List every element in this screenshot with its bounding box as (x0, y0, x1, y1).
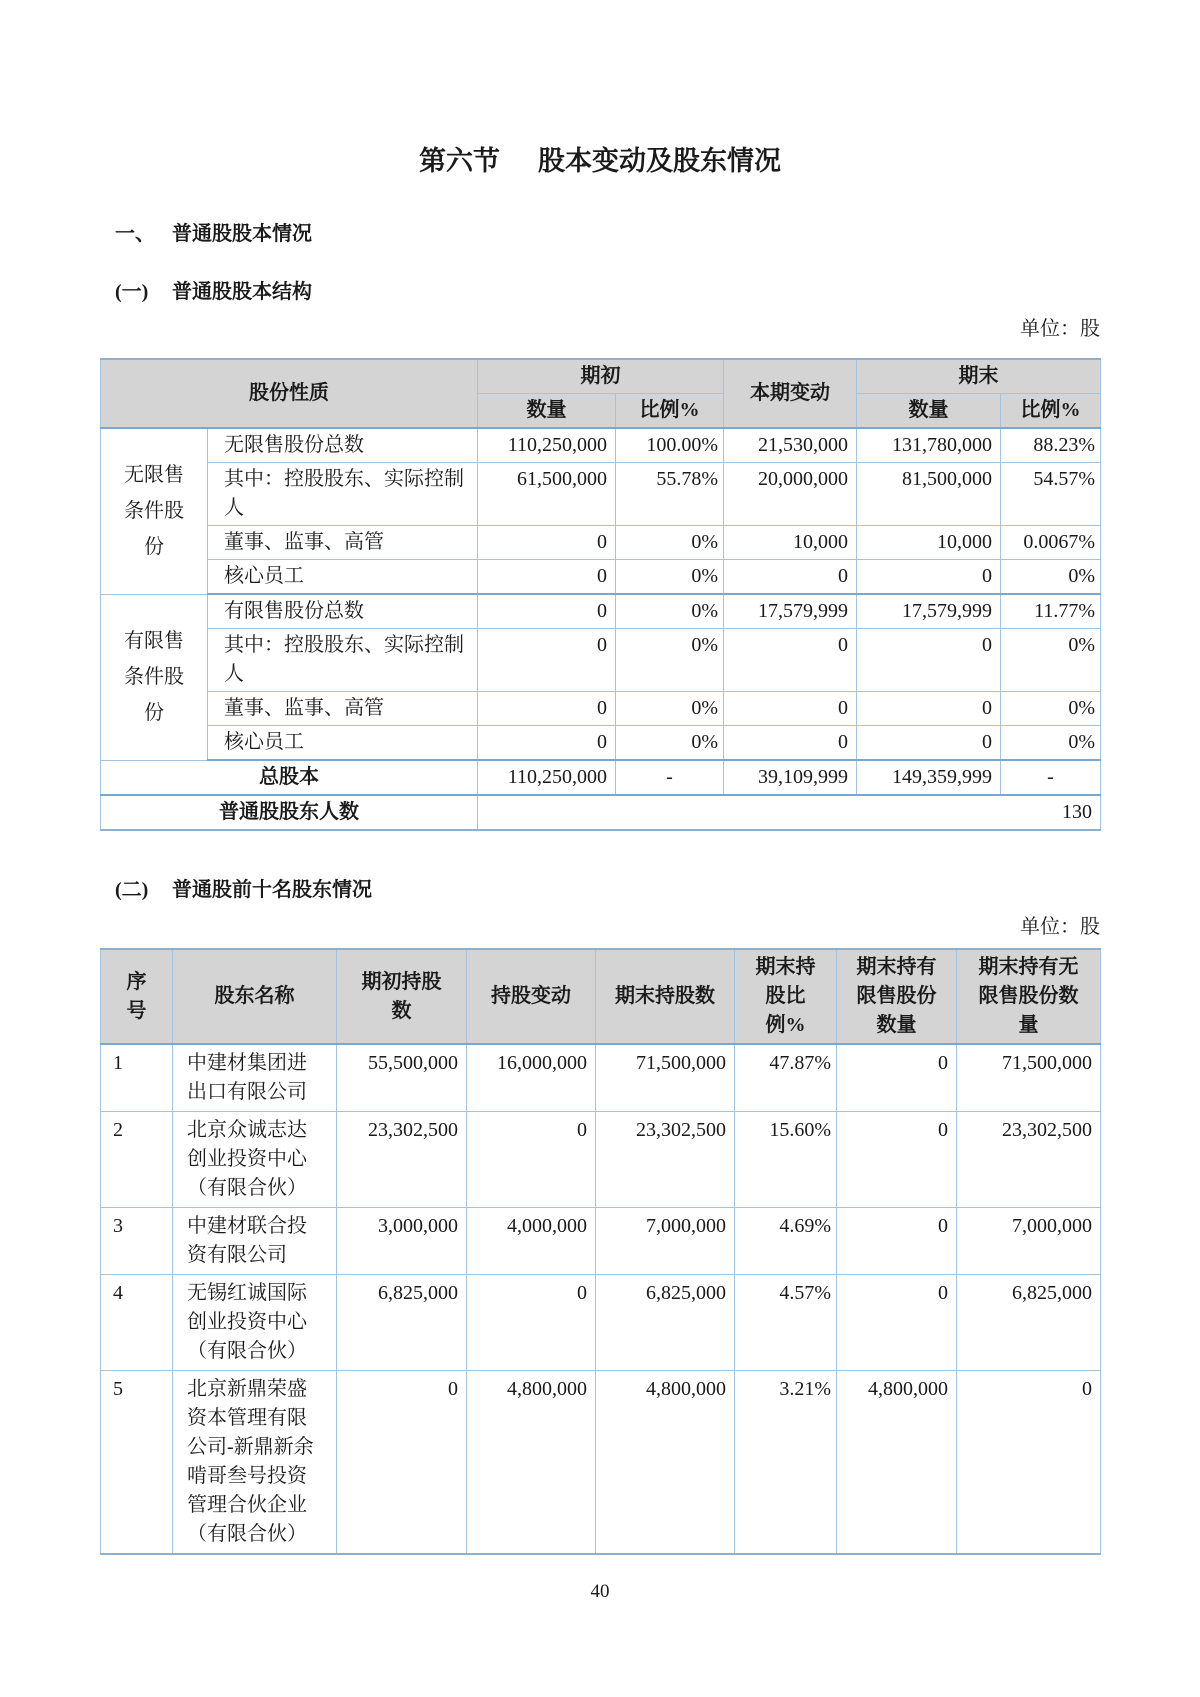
header-cell-qty: 数量 (478, 394, 616, 429)
header-cell-no: 序号 (101, 949, 173, 1044)
header-cell-shareholder-name: 股东名称 (173, 949, 337, 1044)
cell-final-pct: 88.23% (1001, 428, 1101, 463)
cell-final-qty: 17,579,999 (857, 594, 1001, 629)
header-cell-unrestricted-shares: 期末持有无限售股份数量 (957, 949, 1101, 1044)
cell-no: 3 (101, 1208, 173, 1275)
cell-no: 4 (101, 1275, 173, 1371)
table-row (101, 560, 1101, 595)
cell-final-qty: 10,000 (857, 526, 1001, 560)
unit-label: 单位：股 (1020, 916, 1100, 938)
cell-final-pct: 0% (1001, 560, 1101, 595)
cell-initial-qty: 61,500,000 (478, 463, 616, 526)
cell-final-qty: 0 (857, 560, 1001, 595)
cell-no: 1 (101, 1044, 173, 1112)
cell-change: 20,000,000 (724, 463, 857, 526)
header-cell-initial-holding: 期初持股数 (337, 949, 467, 1044)
cell-final-pct: 0.0067% (1001, 526, 1101, 560)
section-number: 一、 (115, 223, 155, 245)
subsection-heading-share-structure (100, 278, 1100, 307)
cell-final-pct: 15.60% (735, 1112, 837, 1208)
cell-initial-qty: 0 (478, 560, 616, 595)
table-header-row (101, 949, 1101, 1044)
table-row (101, 629, 1101, 692)
cell-change: 21,530,000 (724, 428, 857, 463)
cell-final-qty: 149,359,999 (857, 760, 1001, 795)
table-row (101, 692, 1101, 726)
cell-initial-pct: 55.78% (616, 463, 724, 526)
cell-final-pct: 11.77% (1001, 594, 1101, 629)
cell-final-qty: 0 (857, 629, 1001, 692)
cell-initial-qty: 110,250,000 (478, 760, 616, 795)
cell-restricted-shares: 0 (837, 1208, 957, 1275)
share-structure-table (100, 358, 1101, 831)
cell-initial-pct: 100.00% (616, 428, 724, 463)
cell-shareholder-name: 中建材联合投资有限公司 (173, 1208, 337, 1275)
cell-initial-holding: 0 (337, 1371, 467, 1555)
cell-final-holding: 71,500,000 (596, 1044, 735, 1112)
unit-label: 单位：股 (1020, 318, 1100, 340)
cell-initial-holding: 3,000,000 (337, 1208, 467, 1275)
cell-holding-change: 4,000,000 (467, 1208, 596, 1275)
cell-initial-holding: 55,500,000 (337, 1044, 467, 1112)
cell-final-qty: 0 (857, 692, 1001, 726)
group-label-unrestricted: 无限售条件股份 (101, 428, 208, 594)
header-cell-final-holding: 期末持股数 (596, 949, 735, 1044)
cell-initial-qty: 0 (478, 726, 616, 761)
cell-change: 39,109,999 (724, 760, 857, 795)
subsection-title: 普通股股本结构 (172, 281, 312, 303)
cell-final-qty: 0 (857, 726, 1001, 761)
cell-restricted-shares: 0 (837, 1044, 957, 1112)
header-cell-holding-change: 持股变动 (467, 949, 596, 1044)
cell-holding-change: 4,800,000 (467, 1371, 596, 1555)
cell-change: 10,000 (724, 526, 857, 560)
shareholder-row (101, 1044, 1101, 1112)
header-cell-final-pct: 期末持股比例% (735, 949, 837, 1044)
cell-shareholder-name: 中建材集团进出口有限公司 (173, 1044, 337, 1112)
cell-unrestricted-shares: 7,000,000 (957, 1208, 1101, 1275)
cell-shareholder-name: 北京众诚志达创业投资中心（有限合伙） (173, 1112, 337, 1208)
cell-unrestricted-shares: 0 (957, 1371, 1101, 1555)
total-label: 总股本 (101, 760, 478, 795)
subsection-title: 普通股前十名股东情况 (172, 879, 372, 901)
table-row (101, 463, 1101, 526)
cell-final-pct: 47.87% (735, 1044, 837, 1112)
cell-holding-change: 0 (467, 1112, 596, 1208)
cell-initial-holding: 6,825,000 (337, 1275, 467, 1371)
subsection-number: (二) (115, 879, 149, 901)
holders-count-label: 普通股股东人数 (101, 795, 478, 830)
cell-no: 2 (101, 1112, 173, 1208)
row-label: 核心员工 (208, 726, 478, 761)
group-label-restricted: 有限售条件股份 (101, 594, 208, 760)
subsection-number: (一) (115, 281, 149, 303)
cell-initial-pct: 0% (616, 526, 724, 560)
row-label: 核心员工 (208, 560, 478, 595)
cell-final-holding: 4,800,000 (596, 1371, 735, 1555)
cell-unrestricted-shares: 23,302,500 (957, 1112, 1101, 1208)
section-title: 普通股股本情况 (172, 223, 312, 245)
cell-initial-qty: 0 (478, 692, 616, 726)
cell-initial-pct: 0% (616, 594, 724, 629)
cell-change: 0 (724, 560, 857, 595)
cell-unrestricted-shares: 71,500,000 (957, 1044, 1101, 1112)
cell-final-pct: 0% (1001, 726, 1101, 761)
subsection-heading-top-shareholders (100, 876, 1100, 905)
cell-initial-holding: 23,302,500 (337, 1112, 467, 1208)
cell-final-pct: 54.57% (1001, 463, 1101, 526)
cell-change: 0 (724, 629, 857, 692)
shareholder-row (101, 1112, 1101, 1208)
row-label: 其中：控股股东、实际控制人 (208, 629, 478, 692)
cell-unrestricted-shares: 6,825,000 (957, 1275, 1101, 1371)
header-cell-pct: 比例% (1001, 394, 1101, 429)
page-title (100, 0, 1100, 176)
cell-restricted-shares: 0 (837, 1112, 957, 1208)
cell-initial-pct: 0% (616, 629, 724, 692)
cell-restricted-shares: 4,800,000 (837, 1371, 957, 1555)
row-label: 董事、监事、高管 (208, 526, 478, 560)
cell-initial-qty: 110,250,000 (478, 428, 616, 463)
header-cell-period-change: 本期变动 (724, 359, 857, 428)
cell-change: 0 (724, 692, 857, 726)
shareholder-row (101, 1275, 1101, 1371)
cell-final-pct: 3.21% (735, 1371, 837, 1555)
header-cell-period-end: 期末 (857, 359, 1101, 394)
cell-final-pct: - (1001, 760, 1101, 795)
header-cell-share-nature: 股份性质 (101, 359, 478, 428)
top-shareholders-table (100, 948, 1101, 1555)
cell-shareholder-name: 北京新鼎荣盛资本管理有限公司-新鼎新余啃哥叁号投资管理合伙企业（有限合伙） (173, 1371, 337, 1555)
table-row (101, 428, 1101, 463)
header-cell-qty: 数量 (857, 394, 1001, 429)
cell-initial-pct: 0% (616, 560, 724, 595)
page-title-section-number: 第六节 (419, 146, 500, 176)
table-row (101, 526, 1101, 560)
cell-change: 17,579,999 (724, 594, 857, 629)
cell-initial-qty: 0 (478, 526, 616, 560)
cell-initial-qty: 0 (478, 629, 616, 692)
shareholder-row (101, 1208, 1101, 1275)
cell-restricted-shares: 0 (837, 1275, 957, 1371)
row-label: 董事、监事、高管 (208, 692, 478, 726)
cell-final-pct: 4.69% (735, 1208, 837, 1275)
table-header-row (101, 359, 1101, 394)
cell-final-holding: 23,302,500 (596, 1112, 735, 1208)
header-cell-pct: 比例% (616, 394, 724, 429)
table-row (101, 594, 1101, 629)
page-title-text: 股本变动及股东情况 (538, 146, 781, 176)
cell-initial-pct: - (616, 760, 724, 795)
cell-final-holding: 7,000,000 (596, 1208, 735, 1275)
cell-initial-pct: 0% (616, 692, 724, 726)
row-label: 其中：控股股东、实际控制人 (208, 463, 478, 526)
cell-holding-change: 16,000,000 (467, 1044, 596, 1112)
holders-count-row (101, 795, 1101, 830)
table-row (101, 726, 1101, 761)
cell-final-pct: 0% (1001, 692, 1101, 726)
page-number: 40 (590, 1581, 610, 1602)
cell-initial-qty: 0 (478, 594, 616, 629)
shareholder-row (101, 1371, 1101, 1555)
cell-initial-pct: 0% (616, 726, 724, 761)
section-heading-common-shares (100, 220, 1100, 249)
cell-final-qty: 81,500,000 (857, 463, 1001, 526)
cell-final-pct: 0% (1001, 629, 1101, 692)
holders-count-value: 130 (478, 795, 1101, 830)
cell-no: 5 (101, 1371, 173, 1555)
cell-shareholder-name: 无锡红诚国际创业投资中心（有限合伙） (173, 1275, 337, 1371)
cell-final-holding: 6,825,000 (596, 1275, 735, 1371)
row-label: 无限售股份总数 (208, 428, 478, 463)
total-row (101, 760, 1101, 795)
cell-holding-change: 0 (467, 1275, 596, 1371)
cell-change: 0 (724, 726, 857, 761)
row-label: 有限售股份总数 (208, 594, 478, 629)
cell-final-pct: 4.57% (735, 1275, 837, 1371)
cell-final-qty: 131,780,000 (857, 428, 1001, 463)
header-cell-period-begin: 期初 (478, 359, 724, 394)
header-cell-restricted-shares: 期末持有限售股份数量 (837, 949, 957, 1044)
